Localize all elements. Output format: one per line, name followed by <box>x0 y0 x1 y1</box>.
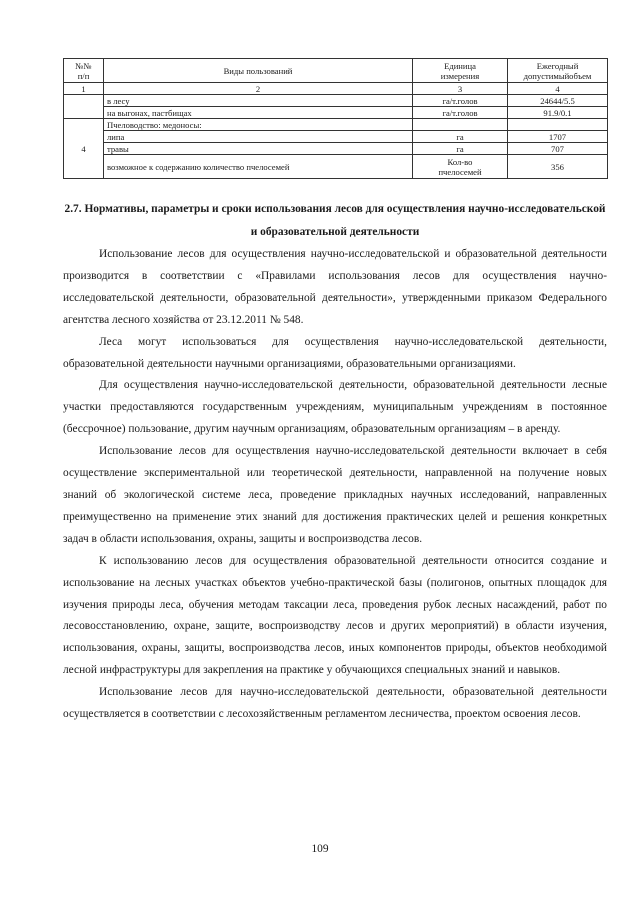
index-cell: 4 <box>508 83 608 95</box>
row-unit: га/т.голов <box>413 107 508 119</box>
row-value: 1707 <box>508 131 608 143</box>
header-annual-text: Ежегодный допустимыйобъем <box>523 60 592 81</box>
row-name: в лесу <box>104 95 413 107</box>
table-row <box>64 95 608 107</box>
index-cell: 3 <box>413 83 508 95</box>
paragraph: Использование лесов для осуществления научно-исследовательской и образовательной деятельности производится в соответствии с «Правилами использования лесов для осуществления научно-исследовательской деятельности, образовательной деятельности», утвержденными приказом Федерального агентства лесного хозяйства от 23.12.2011 № 548. <box>63 248 607 326</box>
row-unit <box>413 155 508 179</box>
empty-cell <box>508 119 608 131</box>
table-row <box>64 143 608 155</box>
row-name: возможное к содержанию количество пчелосемей <box>104 155 413 179</box>
paragraph: Использование лесов для осуществления научно-исследовательской деятельности включает в себя осуществление экспериментальной или теоретической деятельности, направленной на получение новых знаний об экологической системе леса, проведение прикладных научных исследований, направленных преимущественно на применение этих знаний для достижения практических целей и решения конкретных задач в области использования, охраны, защиты и воспроизводства лесов. <box>63 445 607 545</box>
row-unit: га <box>413 131 508 143</box>
row-name: липа <box>104 131 413 143</box>
table-row <box>64 107 608 119</box>
row-unit: га/т.голов <box>413 95 508 107</box>
header-type: Виды пользований <box>104 59 413 83</box>
table-row <box>64 155 608 179</box>
row-name: травы <box>104 143 413 155</box>
section-heading: 2.7. Нормативы, параметры и сроки использования лесов для осуществления научно-исследовательской и образовательной деятельности <box>64 203 606 238</box>
empty-cell <box>413 119 508 131</box>
paragraph: Для осуществления научно-исследовательской деятельности, образовательной деятельности лесные участки предоставляются государственным учреждениям, муниципальным учреждениям в постоянное (бессрочное) пользование, другим научным организациям, образовательным организациям – в аренду. <box>63 379 607 436</box>
table-header-row <box>64 59 608 83</box>
index-cell: 2 <box>104 83 413 95</box>
row-value: 707 <box>508 143 608 155</box>
header-unit-text: Единица измерения <box>440 60 480 81</box>
header-num-text: №№ п/п <box>75 60 92 81</box>
row-name: на выгонах, пастбищах <box>104 107 413 119</box>
row-num-cell <box>64 95 104 119</box>
group-num: 4 <box>64 119 104 179</box>
row-unit: га <box>413 143 508 155</box>
table-group-title-row <box>64 119 608 131</box>
header-annual <box>508 59 608 83</box>
paragraph: Использование лесов для научно-исследовательской деятельности, образовательной деятельности осуществляется в соответствии с лесохозяйственным регламентом лесничества, проектом освоения лесов. <box>63 686 607 721</box>
index-cell: 1 <box>64 83 104 95</box>
paragraph: Леса могут использоваться для осуществления научно-исследовательской деятельности, образовательной деятельности научными организациями, образовательными организациями. <box>63 335 607 370</box>
group-title: Пчеловодство: медоносы: <box>104 119 413 131</box>
table-row <box>64 131 608 143</box>
row-value: 24644/5.5 <box>508 95 608 107</box>
row-unit-text: Кол-во пчелосемей <box>438 156 482 177</box>
page-number: 109 <box>311 843 329 855</box>
row-value: 91.9/0.1 <box>508 107 608 119</box>
usage-table <box>63 58 608 179</box>
section-body <box>63 244 607 726</box>
row-value: 356 <box>508 155 608 179</box>
header-num <box>64 59 104 83</box>
paragraph: К использованию лесов для осуществления образовательной деятельности относится создание и использование на лесных участках объектов учебно-практической базы (полигонов, опытных площадок для изучения природы леса, обучения методам таксации леса, проведения рубок лесных насаждений, работ по лесовосстановлению, охране, защите, воспроизводству лесов и других мероприятий) в области изучения, использования, охраны, защиты, воспроизводства лесов, иных компонентов природы, объектов необходимой лесной инфраструктуры для закрепления на практике у обучающихся специальных знаний и навыков. <box>63 554 607 677</box>
table-index-row <box>64 83 608 95</box>
header-unit <box>413 59 508 83</box>
